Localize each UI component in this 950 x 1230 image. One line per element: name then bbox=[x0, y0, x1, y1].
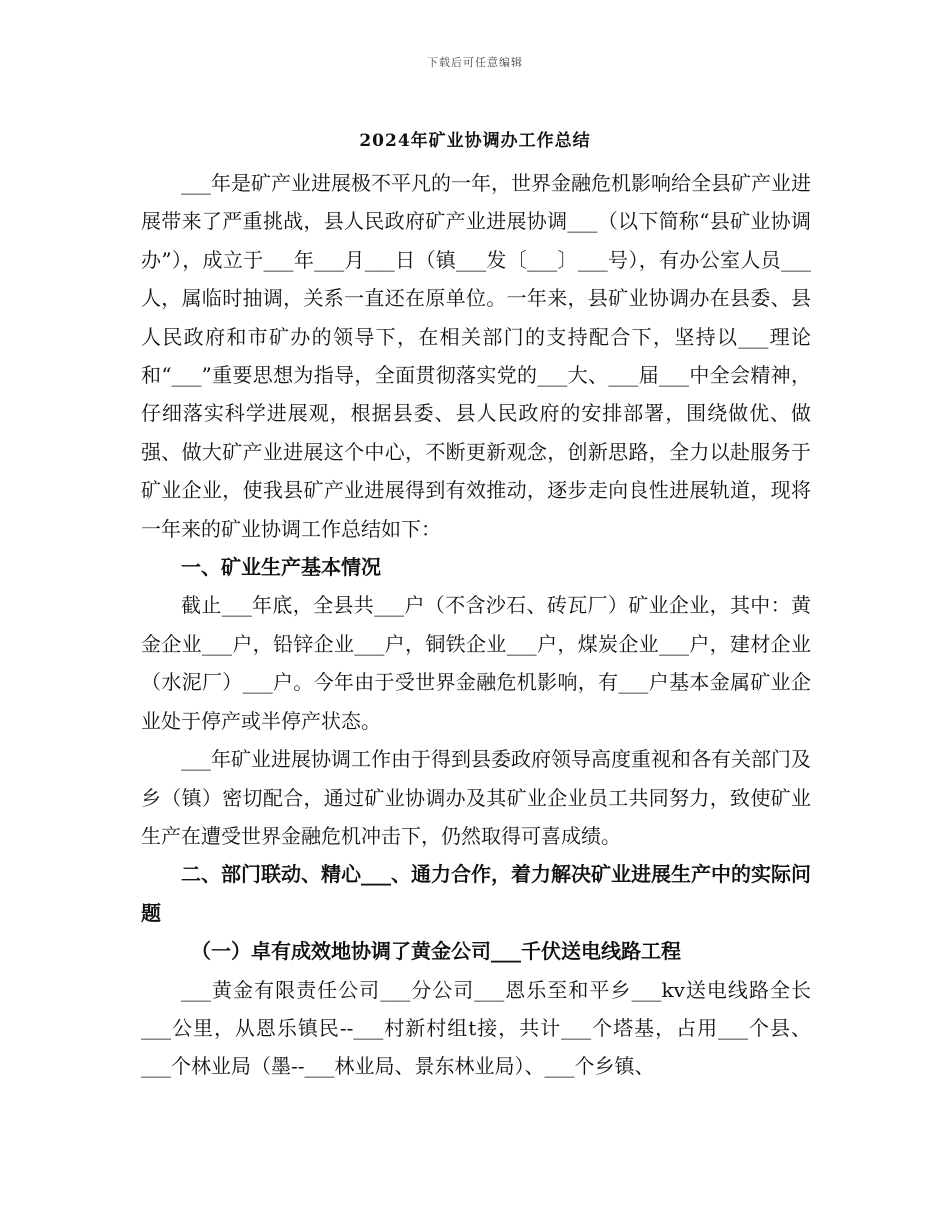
section-heading-2: 二、部门联动、精心___、通力合作，着力解决矿业进展生产中的实际问题 bbox=[141, 862, 811, 925]
paragraph-enterprises: 截止___年底，全县共___户（不含沙石、砖瓦厂）矿业企业，其中：黄金企业___户，铅锌企业___户，铜铁企业___户，煤炭企业___户，建材企业（水泥厂）___户。今年由于受世界金融危机影响，有___户基本金属矿业企业处于停产或半停产状态。 bbox=[141, 593, 811, 733]
section-heading-1: 一、矿业生产基本情况 bbox=[181, 555, 381, 580]
paragraph-power-line: ___黄金有限责任公司___分公司___恩乐至和平乡___kv送电线路全长___公里，从恩乐镇民--___村新村组t接，共计___个塔基，占用___个县、___个林业局（墨--___林业局、景东林业局）、___个乡镇、 bbox=[141, 977, 811, 1079]
document-title: 2024年矿业协调办工作总结 bbox=[359, 131, 591, 151]
subsection-heading-1: （一）卓有成效地协调了黄金公司___千伏送电线路工程 bbox=[191, 939, 681, 964]
document-body bbox=[141, 164, 811, 1086]
header-note: 下载后可任意编辑 bbox=[427, 56, 523, 69]
paragraph-intro: ___年是矿产业进展极不平凡的一年，世界金融危机影响给全县矿产业进展带来了严重挑战，县人民政府矿产业进展协调___（以下简称“县矿业协调办”），成立于___年___月___日（镇___发〔___〕___号），有办公室人员___人，属临时抽调，关系一直还在原单位。一年来，县矿业协调办在县委、县人民政府和市矿办的领导下，在相关部门的支持配合下，坚持以___理论和“___”重要思想为指导，全面贯彻落实党的___大、___届___中全会精神，仔细落实科学进展观，根据县委、县人民政府的安排部署，围绕做优、做强、做大矿产业进展这个中心，不断更新观念，创新思路，全力以赴服务于矿业企业，使我县矿产业进展得到有效推动，逐步走向良性进展轨道，现将一年来的矿业协调工作总结如下： bbox=[141, 171, 811, 541]
paragraph-achievements: ___年矿业进展协调工作由于得到县委政府领导高度重视和各有关部门及乡（镇）密切配合，通过矿业协调办及其矿业企业员工共同努力，致使矿业生产在遭受世界金融危机冲击下，仍然取得可喜成绩。 bbox=[141, 747, 811, 848]
